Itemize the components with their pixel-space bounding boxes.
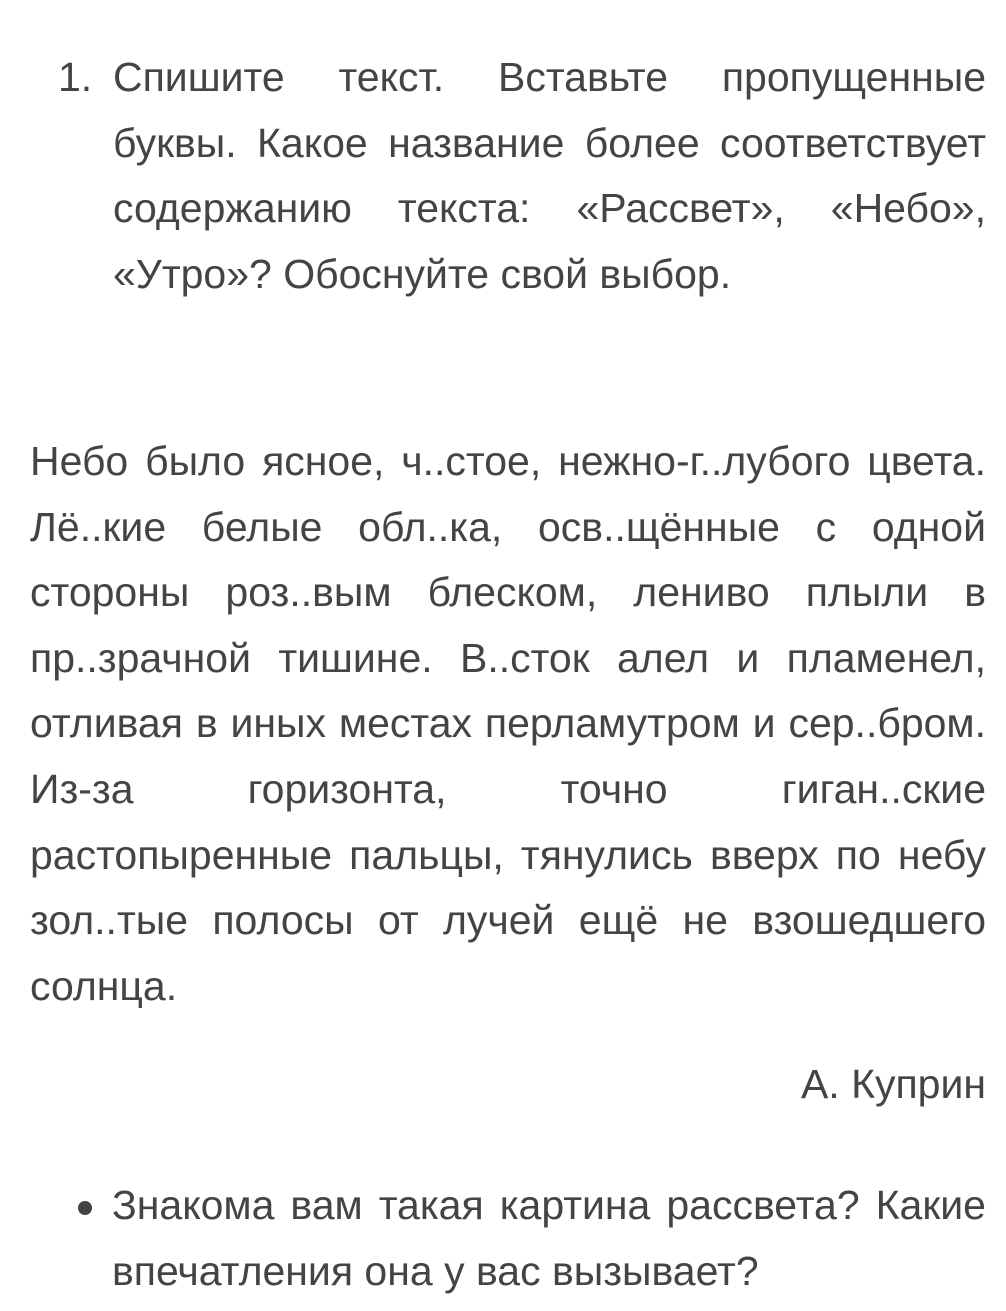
bullet-icon [74,1173,112,1304]
task-instruction: Спишите текст. Вставьте пропущенные буквы. Какое название более соответствует содержанию текста: «Рассвет», «Небо», «Утро»? Обоснуйте свой выбор. [113,54,986,297]
question-item [74,1173,986,1304]
passage-text: Небо было ясное, ч..стое, нежно-г..лубого цвета. Лё..кие белые обл..ка, осв..щённые с одной стороны роз..вым блеском, лениво плыли в пр..зрачной тишине. В..сток алел и пламенел, отливая в иных местах перламутром и сер..бром. Из-за горизонта, точно гиган..ские растопыренные пальцы, тянулись вверх по небу зол..тые полосы от лучей ещё не взошедшего солнца. [30,438,986,1009]
passage-author: А. Куприн [800,1061,986,1107]
task-number: 1. [58,54,93,100]
task-item [58,45,986,307]
question-text: Знакома вам такая картина рассвета? Какие впечатления она у вас вызывает? [112,1182,986,1294]
bullet-dot [78,1201,92,1215]
